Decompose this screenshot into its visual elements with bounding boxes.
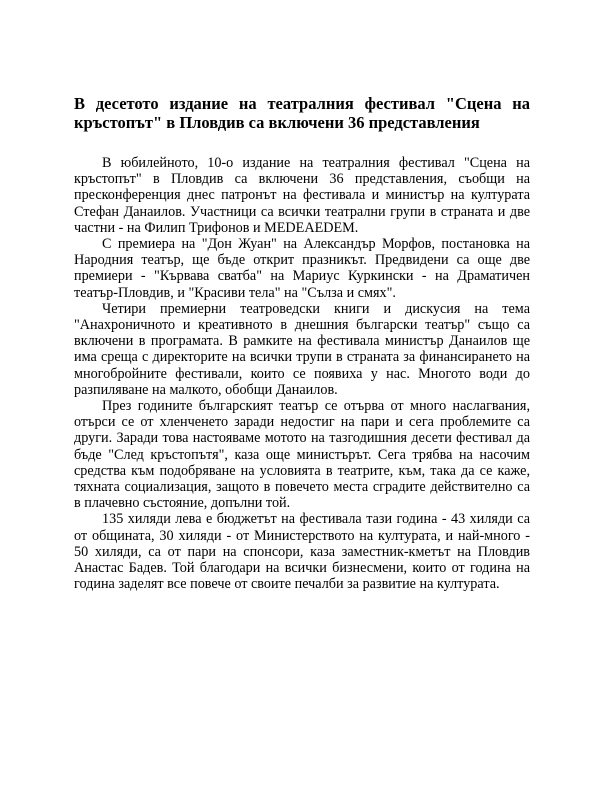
paragraph: 135 хиляди лева е бюджетът на фестивала тази година - 43 хиляди са от общината, 30 хиляди - от Министерството на културата, и най-много - 50 хиляди, са от пари на спонсори, каза заместник-кметът на Пловдив Анастас Бадев. Той благодари на всички бизнесмени, които от година на година заделят все повече от своите печалби за развитие на културата.: [74, 511, 530, 593]
document-body: [74, 155, 530, 592]
document-title: В десетото издание на театралния фестивал "Сцена на кръстопът" в Пловдив са включени 36 представления: [74, 94, 530, 132]
paragraph: С премиера на "Дон Жуан" на Александър Морфов, постановка на Народния театър, ще бъде открит празникът. Предвидени са още две премиери - "Кървава сватба" на Мариус Куркински - на Драматичен театър-Пловдив, и "Красиви тела" на "Сълза и смях".: [74, 236, 530, 301]
paragraph: През годините българският театър се отърва от много наслагвания, отърси се от хленченето заради недостиг на пари и сега проблемите са други. Заради това настояваме мотото на тазгодишния десети фестивал да бъде "След кръстопътя", каза още министърът. Сега трябва на насочим средства към подобряване на условията в театрите, към, така да се каже, тяхната социализация, защото в повечето места сградите действително са в плачевно състояние, допълни той.: [74, 398, 530, 512]
paragraph: В юбилейното, 10-о издание на театралния фестивал "Сцена на кръстопът" в Пловдив са включени 36 представления, съобщи на пресконференция днес патронът на фестивала и министър на културата Стефан Данаилов. Участници са всички театрални групи в страната и две частни - на Филип Трифонов и MEDEAEDEM.: [74, 155, 530, 236]
paragraph: Четири премиерни театроведски книги и дискусия на тема "Анахроничното и креативното в днешния български театър" също са включени в програмата. В рамките на фестивала министър Данаилов ще има среща с директорите на всички трупи в страната за финансирането на многобройните фестивали, които се появиха у нас. Многото води до разпиляване на малкото, обобщи Данаилов.: [74, 300, 530, 398]
